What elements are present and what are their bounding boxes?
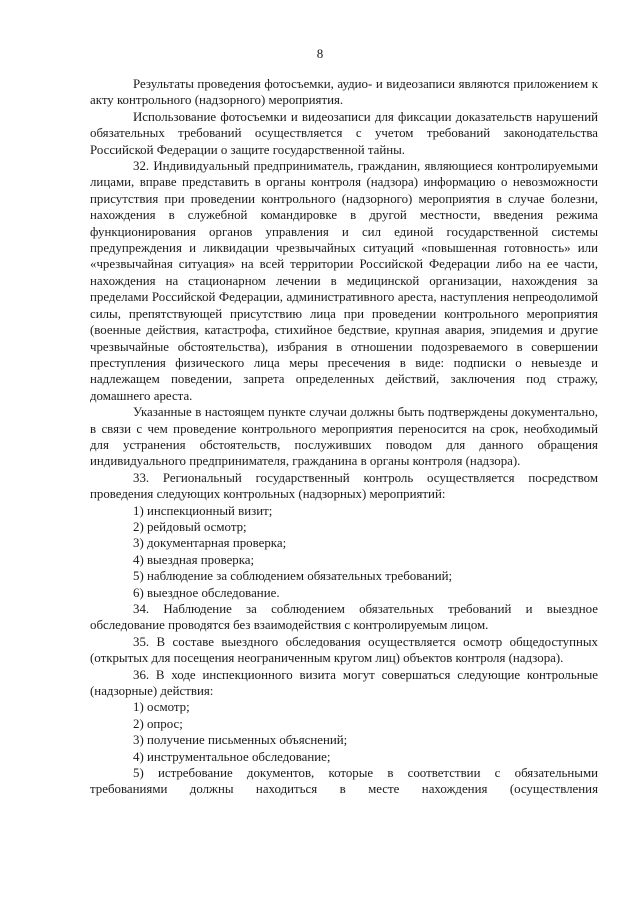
list-item: 1) инспекционный визит; xyxy=(133,503,273,518)
list-item: 2) опрос; xyxy=(133,716,183,731)
paragraph-33: 33. Региональный государственный контроль осуществляется посредством проведения следующих контрольных (надзорных) мероприятий: xyxy=(90,470,598,502)
paragraph-photo-results: Результаты проведения фотосъемки, аудио- и видеозаписи являются приложением к акту контрольного (надзорного) мероприятия. xyxy=(90,77,598,108)
list-item: 5) наблюдение за соблюдением обязательных требований; xyxy=(133,569,453,584)
list-item: 2) рейдовый осмотр; xyxy=(133,519,247,534)
page-number: 8 xyxy=(316,46,324,61)
paragraph-36: 36. В ходе инспекционного визита могут совершаться следующие контрольные (надзорные) действия: xyxy=(90,667,598,699)
list-item: 4) выездная проверка; xyxy=(133,552,255,567)
paragraph-35: 35. В составе выездного обследования осуществляется осмотр общедоступных (открытых для посещения неограниченным кругом лиц) объектов контроля (надзора). xyxy=(90,634,598,666)
document-body xyxy=(90,76,598,798)
paragraph-34: 34. Наблюдение за соблюдением обязательных требований и выездное обследование проводятся без взаимодействия с контролируемым лицом. xyxy=(90,602,598,633)
paragraph-32: 32. Индивидуальный предприниматель, гражданин, являющиеся контролируемыми лицами, вправе представить в органы контроля (надзора) информацию о невозможности присутствия при проведении контрольного (надзорного) мероприятия в случае болезни, нахождения в служебной командировке в другой местности, введения режима функционирования органов управления и сил единой государственной системы предупреждения и ликвидации чрезвычайных ситуаций «повышенная готовность» или «чрезвычайная ситуация» на всей территории Российской Федерации либо на ее части, нахождения на стационарном лечении в медицинской организации, нахождения за пределами Российской Федерации, административного ареста, наступления непреодолимой силы, препятствующей присутствию лица при проведении контрольного мероприятия (военные действия, катастрофа, стихийное бедствие, крупная авария, эпидемия и другие чрезвычайные обстоятельства), избрания в отношении подозреваемого в совершении преступления физического лица меры пресечения в виде: подписки о невыезде и надлежащем поведении, запрета определенных действий, заключения под стражу, домашнего ареста. xyxy=(90,159,598,403)
list-item: 3) документарная проверка; xyxy=(133,536,287,551)
list-item: 3) получение письменных объяснений; xyxy=(133,733,348,748)
list-item: 4) инструментальное обследование; xyxy=(133,749,331,764)
list-item: 6) выездное обследование. xyxy=(133,585,280,600)
list-item: 5) истребование документов, которые в соответствии с обязательными требованиями должны находиться в месте нахождения (осуществления xyxy=(90,766,598,797)
paragraph-32-confirmation: Указанные в настоящем пункте случаи должны быть подтверждены документально, в связи с чем проведение контрольного мероприятия переносится на срок, необходимый для устранения обстоятельств, послуживших поводом для данного обращения индивидуального предпринимателя, гражданина в органы контроля (надзора). xyxy=(90,405,598,469)
list-item: 1) осмотр; xyxy=(133,700,190,715)
paragraph-photo-usage: Использование фотосъемки и видеозаписи для фиксации доказательств нарушений обязательных требований осуществляется с учетом требований законодательства Российской Федерации о защите государственной тайны. xyxy=(90,109,598,157)
